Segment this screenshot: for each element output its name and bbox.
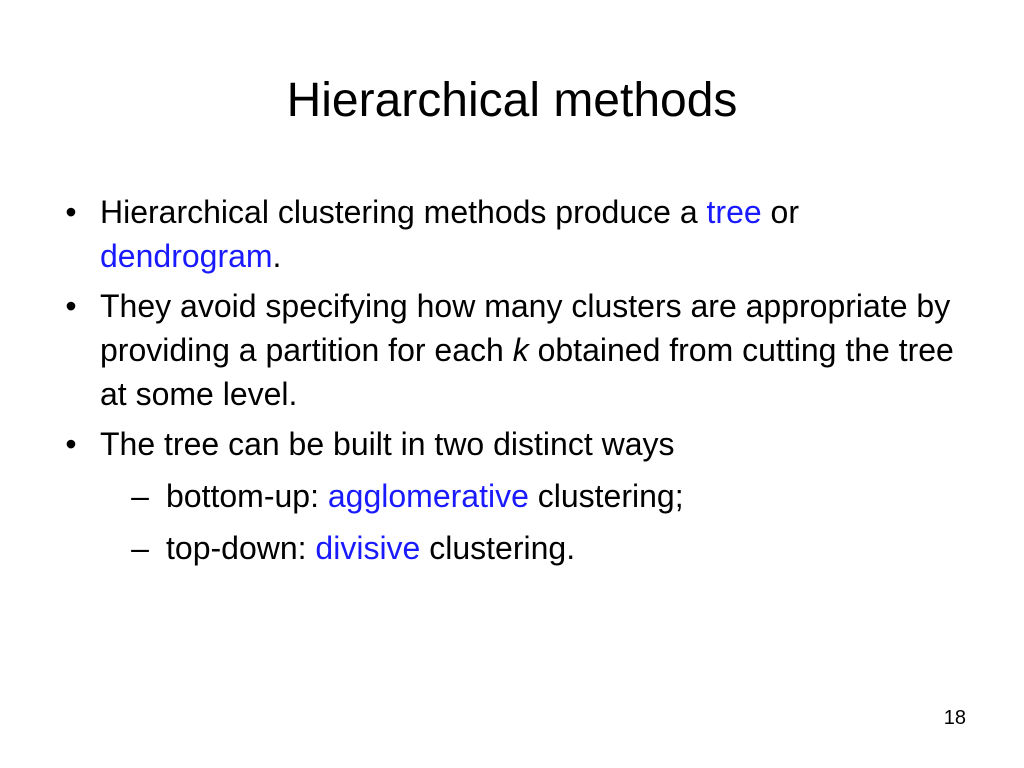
sub-bullet-text: clustering; xyxy=(528,478,684,514)
bullet-text: The tree can be built in two distinct ways xyxy=(100,426,675,462)
bullet-text: or xyxy=(761,194,799,230)
highlight-term-tree: tree xyxy=(706,194,762,230)
bullet-text: They avoid specifying how many clusters are appropriate by providing a partition for each xyxy=(100,288,951,368)
bullet-marker: • xyxy=(65,288,77,324)
sub-bullet-item xyxy=(122,526,976,570)
bullet-marker: • xyxy=(65,194,77,230)
highlight-term-dendrogram: dendrogram xyxy=(100,238,273,274)
bullet-item xyxy=(56,284,976,416)
highlight-term-agglomerative: agglomerative xyxy=(327,478,529,514)
bullet-list xyxy=(56,190,976,578)
bullet-text: Hierarchical clustering methods produce a xyxy=(100,194,707,230)
sub-bullet-list xyxy=(100,474,976,570)
dash-marker: – xyxy=(131,478,149,514)
sub-bullet-text: bottom-up: xyxy=(166,478,328,514)
sub-bullet-item xyxy=(122,474,976,518)
slide-number: 18 xyxy=(943,707,966,729)
sub-bullet-text: top-down: xyxy=(166,530,316,566)
dash-marker: – xyxy=(131,530,149,566)
highlight-term-divisive: divisive xyxy=(315,530,421,566)
italic-variable-k: k xyxy=(512,332,529,368)
bullet-item xyxy=(56,190,976,278)
bullet-text: . xyxy=(272,238,282,274)
bullet-item xyxy=(56,422,976,570)
bullet-text: obtained from cutting the tree at some level. xyxy=(100,332,954,412)
bullet-marker: • xyxy=(65,426,77,462)
slide-title: Hierarchical methods xyxy=(286,74,738,127)
sub-bullet-text: clustering. xyxy=(420,530,576,566)
